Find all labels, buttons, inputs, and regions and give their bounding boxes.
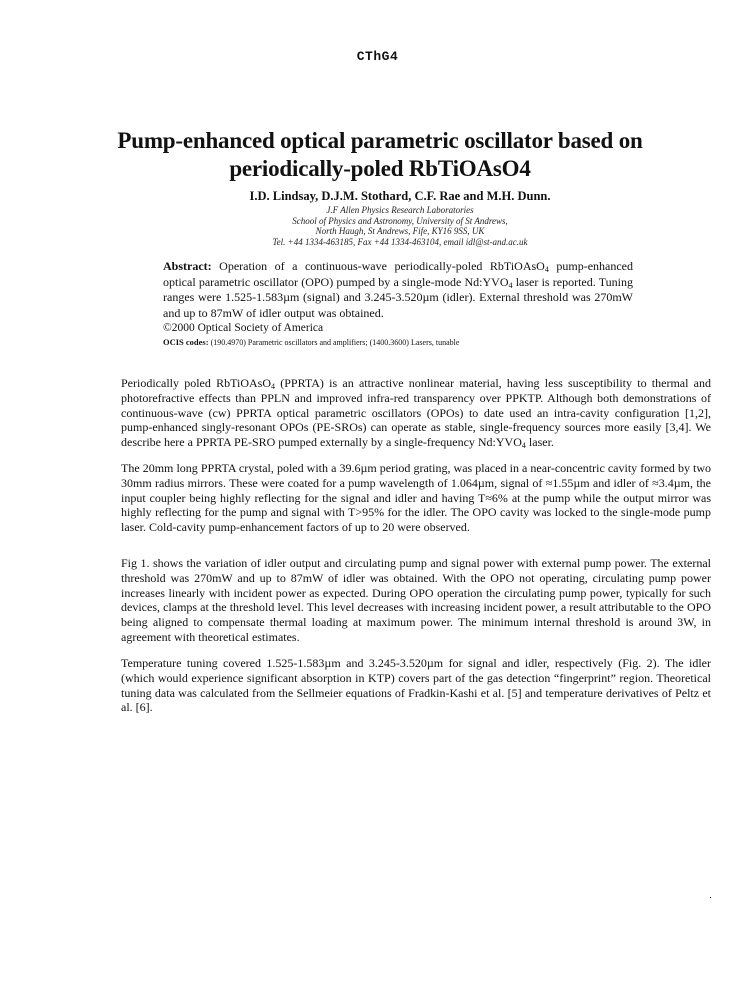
body-paragraph-3: Fig 1. shows the variation of idler output and circulating pump and signal power with external pump power. The external threshold was 270mW and up to 87mW of idler was obtained. With the OPO not operating, circulating pump power increases linearly with incident power as expected. During OPO operation the circulating pump power, typically for such devices, clamps at the threshold level. This level decreases with increasing incident power, a result attributable to the OPO being aligned to compensate thermal loading at maximum power. The minimum internal threshold is around 3W, in agreement with theoretical estimates. [121, 556, 711, 644]
title-line-2: periodically-poled RbTiOAsO4 [229, 156, 531, 181]
body-paragraph-4: Temperature tuning covered 1.525-1.583µm and 3.245-3.520µm for signal and idler, respectively (Fig. 2). The idler (which would experience significant absorption in KTP) covers part of the gas detection “fingerprint” region. Theoretical tuning data was calculated from the Sellmeier equations of Fradkin-Kashi et al. [5] and temperature derivatives of Peltz et al. [6]. [121, 656, 711, 715]
subscript: 4 [508, 280, 513, 290]
abstract-label: Abstract: [163, 259, 212, 273]
body-paragraph-2: The 20mm long PPRTA crystal, poled with a 39.6µm period grating, was placed in a near-concentric cavity formed by two 30mm radius mirrors. These were coated for a pump wavelength of 1.064µm, signal of ≈1.55µm and idler of ≈3.4µm, the input coupler being highly reflecting for the signal and idler and having T≈6% at the pump while the output mirror was highly reflecting for the pump and signal with T>95% for the idler. The OPO cavity was locked to the single-mode pump laser. Cold-cavity pump-enhancement factors of up to 20 were observed. [121, 461, 711, 535]
body-paragraph-1 [121, 376, 711, 450]
ocis-text: (190.4970) Parametric oscillators and amplifiers; (1400.3600) Lasers, tunable [208, 337, 460, 347]
abstract-text: pump-enhanced optical parametric oscillator (OPO) pumped by a single-mode Nd:YVO [163, 259, 633, 289]
ocis-codes [163, 337, 633, 348]
copyright-notice: ©2000 Optical Society of America [163, 322, 324, 334]
title-line-1: Pump-enhanced optical parametric oscillator based on [117, 128, 643, 153]
affiliation-line: J.F Allen Physics Research Laboratories [326, 205, 474, 215]
paragraph-text: Periodically poled RbTiOAsO [121, 376, 272, 390]
author-list: I.D. Lindsay, D.J.M. Stothard, C.F. Rae and M.H. Dunn. [249, 189, 551, 203]
abstract [163, 259, 633, 348]
paragraph-text: laser. [525, 435, 554, 450]
abstract-text: laser is reported. Tuning ranges were 1.525-1.583µm (signal) and 3.245-3.520µm (idler). External threshold was 270mW and up to 87mW of idler output was obtained. [163, 274, 633, 320]
paper-title [100, 127, 660, 183]
paragraph-text: (PPRTA) is an attractive nonlinear material, having less susceptibility to thermal and photorefractive effects than PPLN and improved infra-red transparency over PPKTP. Although both demonstrations of continuous-wave (cw) PPRTA optical parametric oscillators (OPOs) to date used an intra-cavity configuration [1,2], pump-enhanced singly-resonant OPOs (PE-SROs) can operate as stable, single-frequency sources more easily [3,4]. We describe here a PPRTA PE-SRO pumped externally by a single-frequency Nd:YVO [121, 376, 712, 450]
subscript: 4 [544, 265, 549, 274]
contact-line: Tel. +44 1334-463185, Fax +44 1334-463104, email idl@st-and.ac.uk [272, 236, 528, 247]
scan-artifact [710, 897, 711, 898]
ocis-label: OCIS codes: [163, 336, 209, 347]
paper-code: CThG4 [356, 49, 399, 64]
subscript: 4 [271, 382, 276, 391]
abstract-text: Operation of a continuous-wave periodically-poled RbTiOAsO [211, 259, 545, 273]
affiliation-line: North Haugh, St Andrews, Fife, KY16 9SS, UK [315, 226, 485, 236]
affiliation-block [200, 205, 600, 247]
affiliation-line: School of Physics and Astronomy, University of St Andrews, [292, 215, 508, 226]
subscript: 4 [521, 441, 526, 451]
